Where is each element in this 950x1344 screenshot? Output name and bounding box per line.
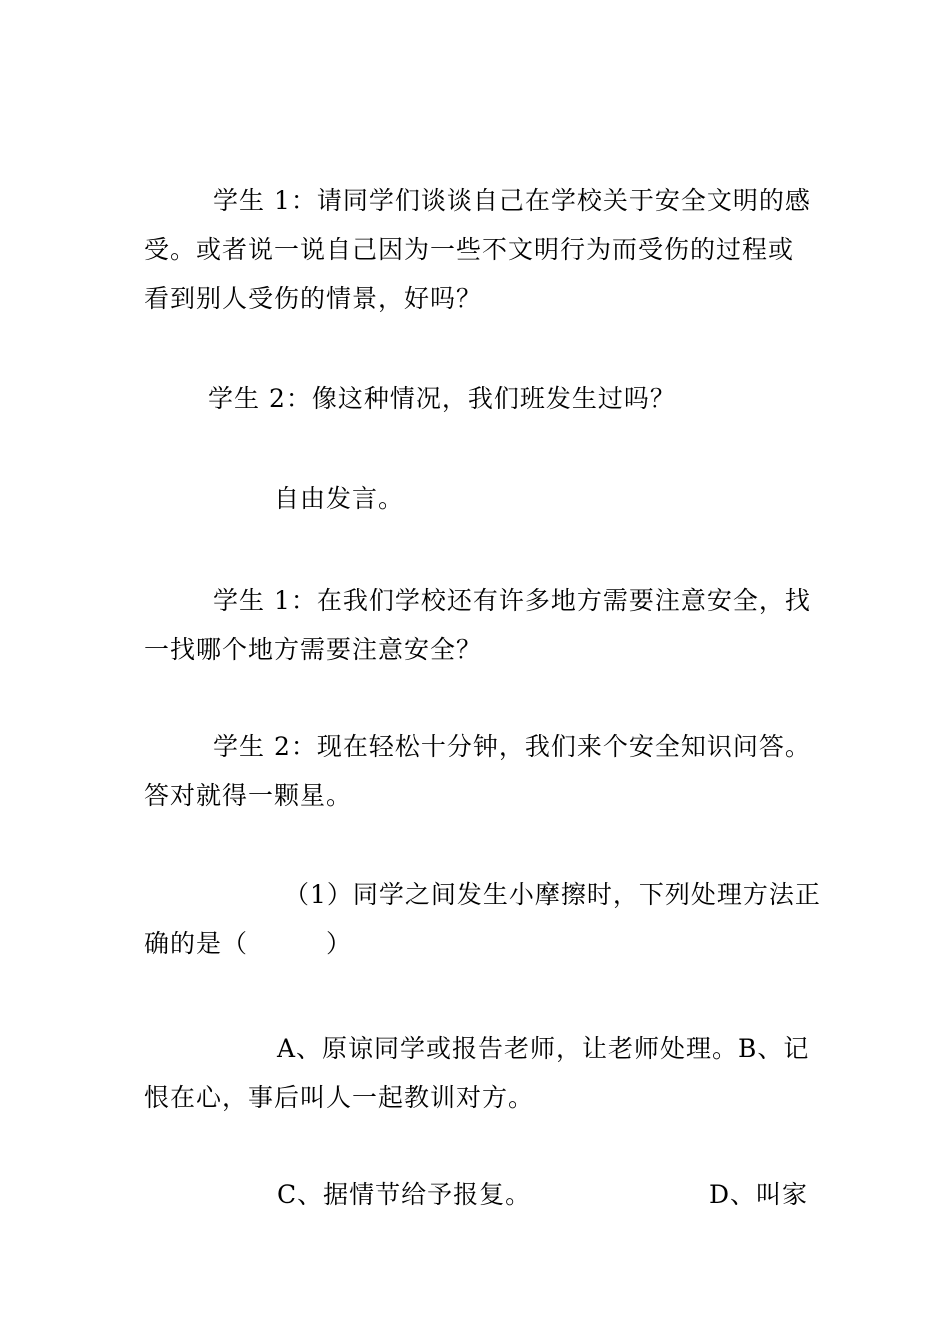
text-line: 自由发言。: [274, 484, 405, 513]
text-line: 受。或者说一说自己因为一些不文明行为而受伤的过程或: [144, 235, 795, 264]
paragraph-student2-question: [144, 374, 808, 423]
text-line: 学生 2：现在轻松十分钟，我们来个安全知识问答。: [213, 732, 811, 761]
quiz-question-1: [144, 870, 821, 968]
text-line: [144, 1170, 808, 1219]
text-line: 学生 1：请同学们谈谈自己在学校关于安全文明的感: [213, 186, 811, 215]
text-line: 确的是（ ）: [144, 929, 353, 958]
paragraph-student1-question: [144, 176, 811, 323]
paragraph-student2-quiz: [144, 722, 811, 820]
text-line: 恨在心，事后叫人一起教训对方。: [144, 1083, 535, 1112]
text-line: 学生 2：像这种情况，我们班发生过吗？: [208, 384, 676, 413]
text-line: （1）同学之间发生小摩擦时，下列处理方法正: [284, 880, 821, 909]
option-d: D、叫家: [708, 1180, 808, 1209]
paragraph-student1-safety-places: [144, 576, 811, 674]
paragraph-free-speech: [144, 474, 808, 523]
text-line: 看到别人受伤的情景，好吗？: [144, 284, 483, 313]
text-line: 答对就得一颗星。: [144, 781, 353, 810]
text-line: 一找哪个地方需要注意安全？: [144, 635, 483, 664]
option-c: C、据情节给予报复。: [277, 1180, 532, 1209]
text-line: A、原谅同学或报告老师，让老师处理。B、记: [277, 1034, 810, 1063]
quiz-options-c-d: [144, 1170, 808, 1219]
text-line: 学生 1：在我们学校还有许多地方需要注意安全，找: [213, 586, 811, 615]
quiz-options-a-b: [144, 1024, 808, 1122]
